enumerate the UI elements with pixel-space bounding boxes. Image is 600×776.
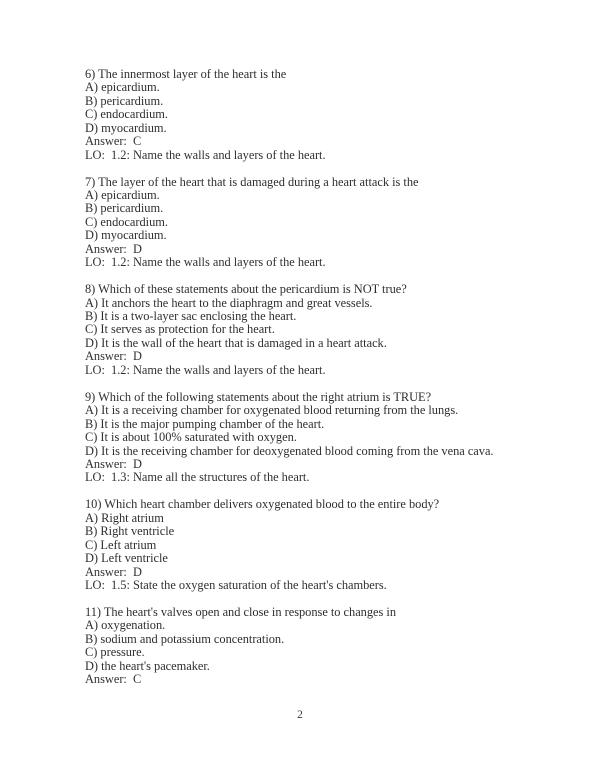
question-learning-objective: LO: 1.2: Name the walls and layers of the heart.	[85, 362, 326, 377]
question-option-a: A) It anchors the heart to the diaphragm and great vessels.	[85, 295, 373, 310]
page-number: 2	[297, 709, 303, 721]
question-option-c: C) pressure.	[85, 645, 145, 660]
question-option-b: B) It is the major pumping chamber of the heart.	[85, 416, 325, 431]
question-option-a: A) epicardium.	[85, 188, 160, 203]
question-stem: 11) The heart's valves open and close in response to changes in	[85, 604, 396, 619]
question-block-q11	[85, 606, 525, 687]
question-option-b: B) pericardium.	[85, 93, 164, 108]
question-learning-objective: LO: 1.2: Name the walls and layers of the heart.	[85, 255, 326, 270]
question-learning-objective: LO: 1.5: State the oxygen saturation of the heart's chambers.	[85, 577, 387, 592]
question-stem: 7) The layer of the heart that is damaged during a heart attack is the	[85, 174, 419, 189]
question-answer: Answer: C	[85, 672, 142, 687]
question-stem: 10) Which heart chamber delivers oxygenated blood to the entire body?	[85, 497, 440, 512]
question-option-b: B) It is a two-layer sac enclosing the heart.	[85, 309, 297, 324]
question-option-b: B) Right ventricle	[85, 524, 175, 539]
question-block-q6	[85, 68, 525, 162]
question-option-d: D) myocardium.	[85, 120, 167, 135]
question-answer: Answer: C	[85, 134, 142, 149]
question-answer: Answer: D	[85, 349, 142, 364]
question-learning-objective: LO: 1.3: Name all the structures of the heart.	[85, 470, 310, 485]
question-answer: Answer: D	[85, 241, 142, 256]
question-option-a: A) It is a receiving chamber for oxygenated blood returning from the lungs.	[85, 403, 459, 418]
question-option-c: C) It is about 100% saturated with oxygen.	[85, 430, 297, 445]
question-block-q8	[85, 283, 525, 377]
question-option-c: C) endocardium.	[85, 107, 168, 122]
question-block-q9	[85, 391, 525, 485]
question-option-d: D) It is the wall of the heart that is damaged in a heart attack.	[85, 335, 387, 350]
question-option-b: B) sodium and potassium concentration.	[85, 631, 285, 646]
question-option-d: D) Left ventricle	[85, 551, 168, 566]
question-stem: 8) Which of these statements about the pericardium is NOT true?	[85, 282, 407, 297]
question-block-q7	[85, 176, 525, 270]
question-list	[85, 68, 525, 700]
question-option-d: D) the heart's pacemaker.	[85, 658, 210, 673]
question-option-d: D) It is the receiving chamber for deoxygenated blood coming from the vena cava.	[85, 443, 494, 458]
question-stem: 9) Which of the following statements about the right atrium is TRUE?	[85, 389, 432, 404]
question-option-c: C) Left atrium	[85, 537, 157, 552]
question-option-b: B) pericardium.	[85, 201, 164, 216]
question-answer: Answer: D	[85, 564, 142, 579]
question-learning-objective: LO: 1.2: Name the walls and layers of the heart.	[85, 147, 326, 162]
question-option-a: A) oxygenation.	[85, 618, 166, 633]
question-option-c: C) endocardium.	[85, 214, 168, 229]
question-option-c: C) It serves as protection for the heart.	[85, 322, 275, 337]
question-option-d: D) myocardium.	[85, 228, 167, 243]
question-stem: 6) The innermost layer of the heart is the	[85, 67, 287, 81]
question-option-a: A) epicardium.	[85, 80, 160, 95]
question-block-q10	[85, 498, 525, 592]
question-answer: Answer: D	[85, 456, 142, 471]
question-option-a: A) Right atrium	[85, 510, 164, 525]
